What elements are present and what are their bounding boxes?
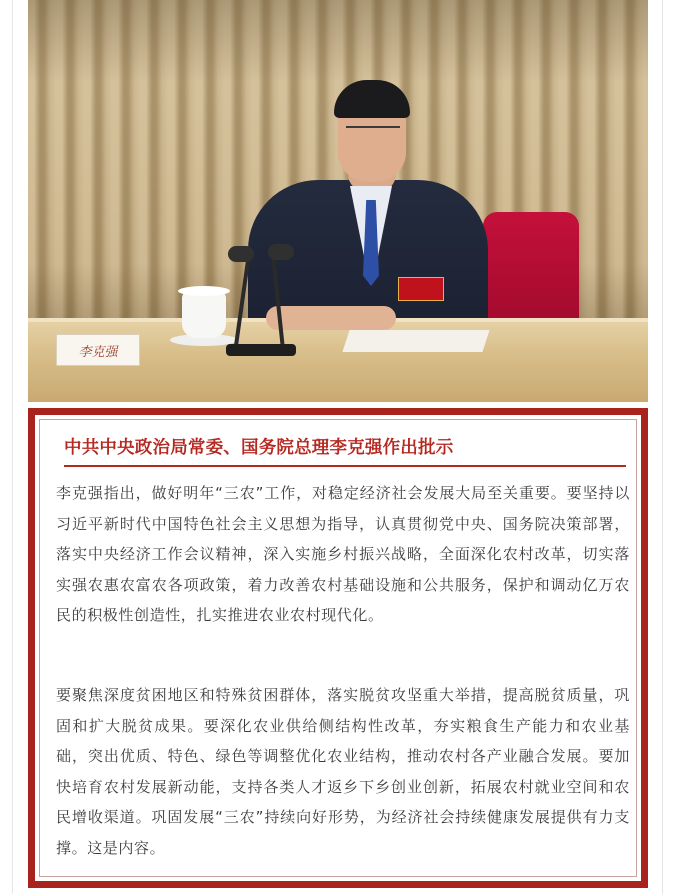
article-content: [39, 419, 637, 877]
microphone-right: [268, 244, 294, 260]
article-frame-inner: [35, 415, 641, 881]
tea-cup: [182, 292, 226, 338]
papers: [342, 330, 489, 352]
news-photo: [28, 0, 648, 402]
delegate-badge: [398, 277, 444, 301]
microphone-base: [226, 344, 296, 356]
microphone-left: [228, 246, 254, 262]
tea-cup-lid: [178, 286, 230, 296]
article-paragraph-1: 李克强指出，做好明年“三农”工作，对稳定经济社会发展大局至关重要。要坚持以习近平新时代中国特色社会主义思想为指导，认真贯彻党中央、国务院决策部署，落实中央经济工作会议精神，深入实施乡村振兴战略，全面深化农村改革，切实落实强农惠农富农各项政策，着力改善农村基础设施和公共服务，保护和调动亿万农民的积极性创造性，扎实推进农业农村现代化。: [56, 484, 630, 624]
article-paragraph-2: 要聚焦深度贫困地区和特殊贫困群体，落实脱贫攻坚重大举措，提高脱贫质量，巩固和扩大脱贫成果。要深化农业供给侧结构性改革，夯实粮食生产能力和农业基础，突出优质、特色、绿色等调整优化农业结构，推动农村各产业融合发展。要加快培育农村发展新动能，支持各类人才返乡下乡创业创新，拓展农村就业空间和农民增收渠道。巩固发展“三农”持续向好形势，为经济社会持续健康发展提供有力支撑。这是内容。: [56, 686, 630, 857]
speaker-hands: [266, 306, 396, 330]
article-frame: [28, 408, 648, 888]
page-edge-left: [12, 0, 13, 894]
glasses: [346, 126, 400, 142]
page-edge-right: [662, 0, 663, 894]
nameplate: 李克强: [56, 334, 140, 366]
article-heading: 中共中央政治局常委、国务院总理李克强作出批示: [64, 434, 626, 467]
red-chair: [483, 212, 579, 332]
